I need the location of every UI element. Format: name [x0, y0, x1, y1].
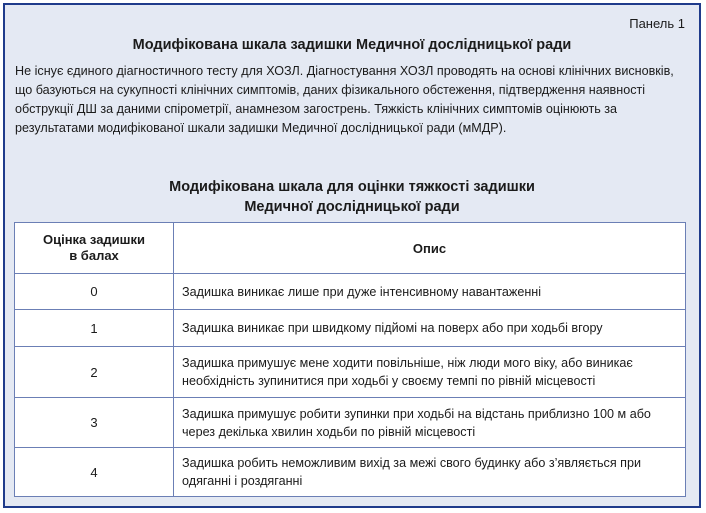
table-row	[15, 274, 686, 310]
panel-label: Панель 1	[629, 16, 685, 31]
score-cell: 2	[15, 347, 174, 398]
score-cell: 3	[15, 398, 174, 448]
table-title-line-1: Модифікована шкала для оцінки тяжкості задишки	[169, 179, 535, 195]
table-row	[15, 448, 686, 497]
table-row	[15, 398, 686, 448]
table-row	[15, 310, 686, 347]
score-header-line-1: Оцінка задишки	[42, 232, 145, 247]
score-cell: 1	[15, 310, 174, 347]
dyspnea-scale-table	[14, 222, 686, 497]
table-row	[15, 347, 686, 398]
score-cell: 4	[15, 448, 174, 497]
table-title	[5, 177, 699, 217]
table-header-row	[15, 223, 686, 274]
description-cell: Задишка робить неможливим вихід за межі свого будинку або з’являється при одяганні і роздяганні	[174, 448, 686, 497]
panel-title: Модифікована шкала задишки Медичної дослідницької ради	[132, 37, 572, 53]
score-column-header	[15, 223, 174, 274]
description-cell: Задишка виникає при швидкому підйомі на поверх або при ходьбі вгору	[174, 310, 686, 347]
score-header-line-2: в балах	[69, 248, 119, 263]
description-cell: Задишка примушує мене ходити повільніше, ніж люди мого віку, або виникає необхідність зупинитися при ходьбі у своєму темпі по рівній місцевості	[174, 347, 686, 398]
description-cell: Задишка виникає лише при дуже інтенсивному навантаженні	[174, 274, 686, 310]
table-title-line-2: Медичної дослідницької ради	[244, 199, 460, 215]
description-cell: Задишка примушує робити зупинки при ходьбі на відстань приблизно 100 м або через декілька хвилин ходьби по рівній місцевості	[174, 398, 686, 448]
description-column-header: Опис	[174, 223, 686, 274]
intro-paragraph: Не існує єдиного діагностичного тесту для ХОЗЛ. Діагностування ХОЗЛ проводять на основі клінічних висновків, що базуються на сукупності клінічних симптомів, даних фізикального обстеження, підтвердження наявності обструкції ДШ за даними спірометрії, анамнезом загострень. Тяжкість клінічних симптомів оцінюють за результатами модифікованої шкали задишки Медичної дослідницької ради (мМДР).	[15, 64, 674, 135]
score-cell: 0	[15, 274, 174, 310]
